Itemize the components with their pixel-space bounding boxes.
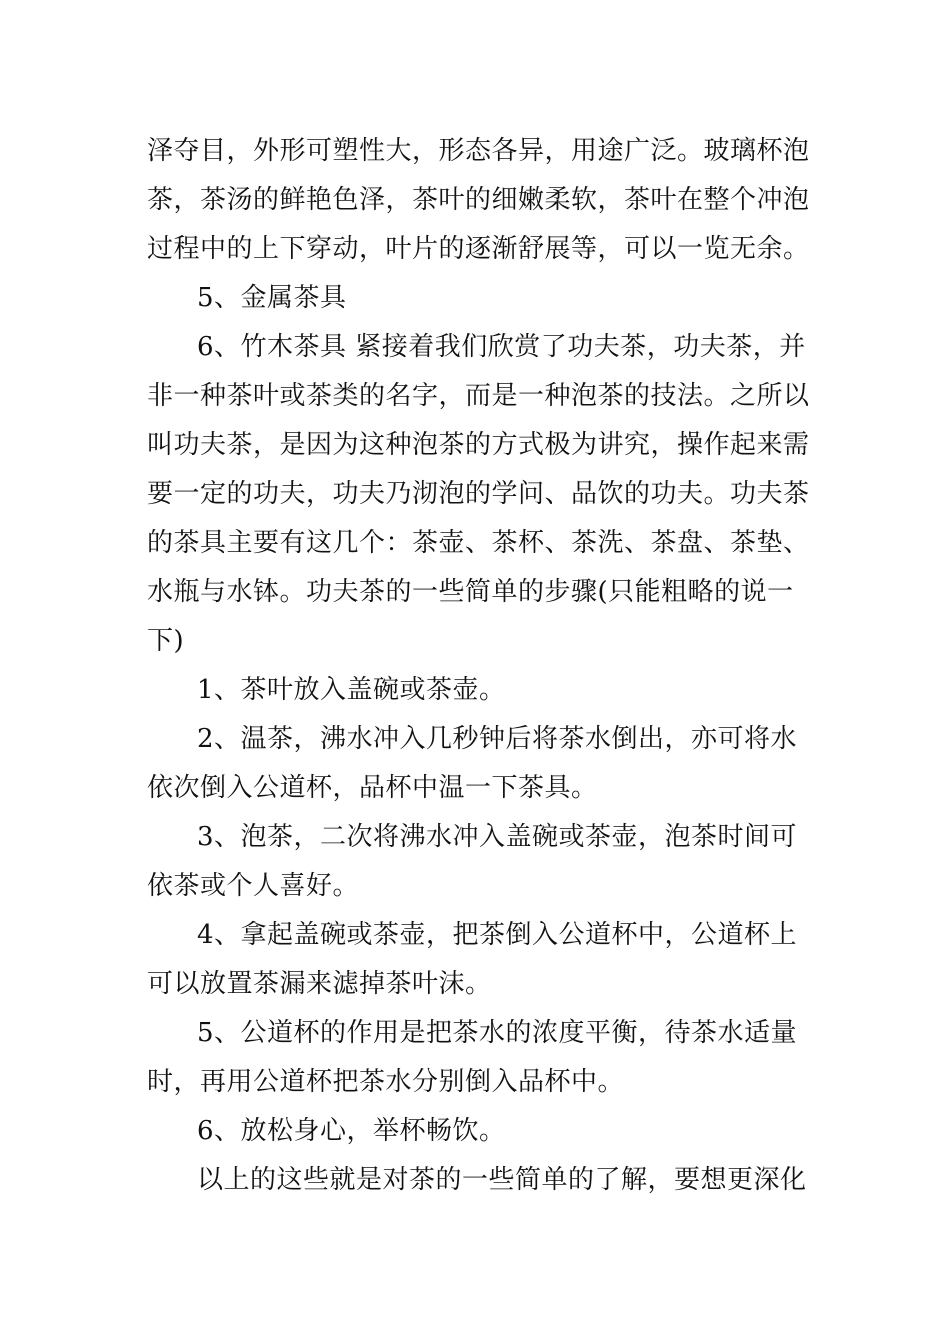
paragraph-metal-tea-set: 5、金属茶具 xyxy=(197,283,347,313)
paragraph-step-3: 3、泡茶，二次将沸水冲入盖碗或茶壶，泡茶时间可依茶或个人喜好。 xyxy=(147,822,798,901)
paragraph-step-6: 6、放松身心，举杯畅饮。 xyxy=(197,1116,506,1146)
document-body xyxy=(147,127,812,1205)
paragraph-step-1: 1、茶叶放入盖碗或茶壶。 xyxy=(197,675,506,705)
paragraph-step-2: 2、温茶，沸水冲入几秒钟后将茶水倒出，亦可将水依次倒入公道杯，品杯中温一下茶具。 xyxy=(147,724,798,803)
paragraph-step-4: 4、拿起盖碗或茶壶，把茶倒入公道杯中，公道杯上可以放置茶漏来滤掉茶叶沫。 xyxy=(147,920,798,999)
paragraph-bamboo-gongfu-tea: 6、竹木茶具 紧接着我们欣赏了功夫茶，功夫茶，并非一种茶叶或茶类的名字，而是一种泡茶的技法。之所以叫功夫茶，是因为这种泡茶的方式极为讲究，操作起来需要一定的功夫，功夫乃沏泡的学问、品饮的功夫。功夫茶的茶具主要有这几个：茶壶、茶杯、茶洗、茶盘、茶垫、水瓶与水钵。功夫茶的一些简单的步骤(只能粗略的说一下) xyxy=(147,332,810,656)
paragraph-glass-tea-set: 泽夺目，外形可塑性大，形态各异，用途广泛。玻璃杯泡茶，茶汤的鲜艳色泽，茶叶的细嫩柔软，茶叶在整个冲泡过程中的上下穿动，叶片的逐渐舒展等，可以一览无余。 xyxy=(147,136,810,264)
paragraph-conclusion: 以上的这些就是对茶的一些简单的了解，要想更深化 xyxy=(197,1165,807,1195)
paragraph-step-5: 5、公道杯的作用是把茶水的浓度平衡，待茶水适量时，再用公道杯把茶水分别倒入品杯中。 xyxy=(147,1018,798,1097)
